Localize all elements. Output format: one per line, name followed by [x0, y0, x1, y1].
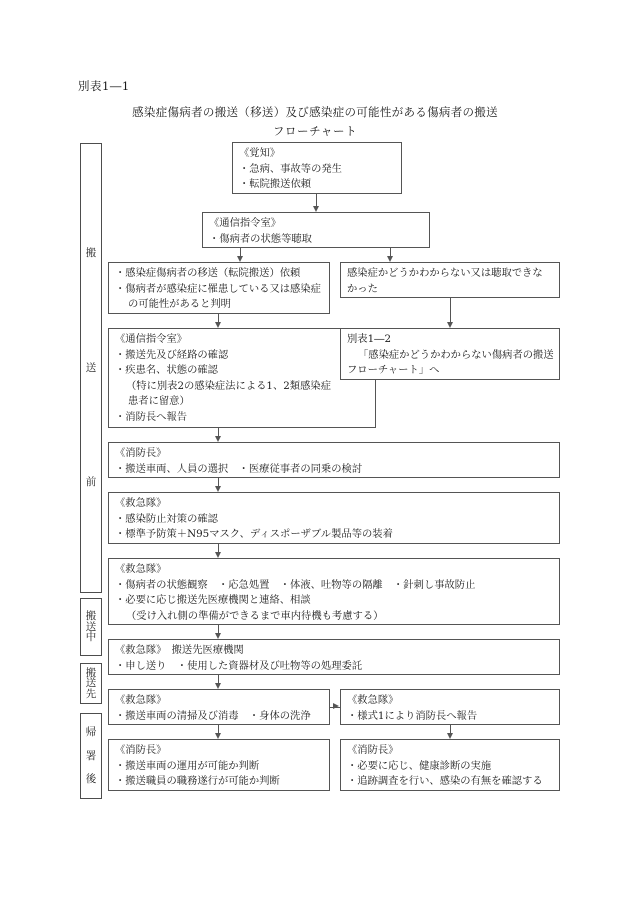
box-line: ・傷病者が感染症に罹患している又は感染症	[115, 282, 321, 295]
box-line: ・消防長へ報告	[115, 410, 188, 423]
box-line: ・搬送車両、人員の選択 ・医療従事者の同乗の検討	[115, 462, 363, 475]
box-line: 《覚知》	[239, 147, 281, 159]
box-line: 《通信指令室》	[115, 333, 188, 345]
box-line: （受け入れ側の準備ができるまで車内待機も考慮する）	[126, 609, 384, 622]
phase-char: 搬	[85, 610, 97, 623]
box-line: 《救急隊》	[115, 563, 167, 575]
box-ambulance-report	[340, 689, 560, 725]
phase-char: 先	[85, 687, 97, 700]
box-ambulance-preparation	[108, 492, 560, 544]
connector-line	[450, 298, 451, 323]
box-ambulance-in-transit	[108, 558, 560, 625]
box-line: ・急病、事故等の発生	[239, 162, 342, 175]
box-line: ・搬送職員の職務遂行が可能か判断	[115, 775, 280, 787]
box-line: の可能性があると判明	[128, 298, 231, 310]
box-line: ・搬送先及び経路の確認	[115, 348, 229, 361]
phase-char: 後	[85, 773, 97, 786]
box-line: 患者に留意）	[128, 395, 190, 407]
box-line: 《消防長》	[347, 744, 399, 756]
box-line: ・感染防止対策の確認	[115, 512, 218, 525]
phase-bar-during-transport	[80, 598, 102, 656]
box-line: （特に別表2の感染症法による1、2類感染症	[126, 379, 331, 392]
box-infection-identified	[108, 262, 330, 314]
phase-char: 帰	[85, 726, 97, 739]
box-line: 《消防長》	[115, 447, 167, 459]
box-ambulance-cleanup	[108, 689, 330, 725]
box-line: かった	[347, 282, 378, 295]
box-line: 感染症かどうかわからない又は聴取できな	[347, 267, 543, 279]
phase-bar-before-transport	[80, 143, 102, 593]
box-dispatch-room-1	[202, 212, 430, 248]
box-line: ・追跡調査を行い、感染の有無を確認する	[347, 775, 543, 787]
box-line: 《消防長》	[115, 744, 167, 756]
box-line: ・様式1により消防長へ報告	[347, 709, 478, 722]
box-line: ・疾患名、状態の確認	[115, 364, 218, 376]
box-reference-table-1-2[interactable]	[340, 328, 560, 380]
phase-bar-after-return	[80, 713, 102, 799]
phase-char: 送	[85, 620, 97, 633]
phase-char: 搬	[85, 247, 97, 260]
box-line: 「感染症かどうかわからない傷病者の搬送	[358, 348, 554, 361]
box-line: 《救急隊》	[347, 694, 399, 706]
box-line: ・必要に応じ搬送先医療機関と連絡、相談	[115, 594, 311, 606]
box-line: 《救急隊》 搬送先医療機関	[115, 644, 244, 656]
phase-char: 中	[85, 631, 97, 644]
document-label: 別表1―1	[78, 79, 130, 93]
box-line: 別表1―2	[347, 333, 391, 345]
box-line: ・感染症傷病者の移送（転院搬送）依頼	[115, 267, 301, 279]
box-dispatch-room-2	[108, 328, 376, 428]
page-title-line2: フローチャート	[272, 124, 358, 138]
phase-char: 署	[85, 749, 97, 762]
phase-bar-destination	[80, 663, 102, 704]
box-ambulance-at-destination	[108, 639, 560, 675]
box-fire-chief-health-check	[340, 739, 560, 791]
box-line: 《通信指令室》	[209, 217, 282, 229]
phase-char: 送	[85, 361, 97, 374]
box-line: ・転院搬送依頼	[239, 178, 312, 190]
box-infection-unknown	[340, 262, 560, 298]
box-line: 《救急隊》	[115, 694, 167, 706]
phase-char: 搬	[85, 666, 97, 679]
box-fire-chief-selection	[108, 442, 560, 478]
box-line: ・傷病者の状態観察 ・応急処置 ・体液、吐物等の隔離 ・針刺し事故防止	[115, 578, 476, 591]
connector-arrow	[333, 703, 339, 709]
box-line: ・傷病者の状態等聴取	[209, 232, 312, 245]
box-line: ・搬送車両の運用が可能か判断	[115, 759, 260, 772]
phase-char: 送	[85, 677, 97, 690]
box-line: ・標準予防策＋N95マスク、ディスポーザブル製品等の装着	[115, 528, 393, 540]
box-line: ・申し送り ・使用した資器材及び吐物等の処理委託	[115, 659, 363, 672]
phase-char: 前	[85, 476, 97, 489]
box-fire-chief-judgement	[108, 739, 330, 791]
box-line: ・搬送車両の清掃及び消毒 ・身体の洗浄	[115, 709, 311, 722]
box-awareness	[232, 142, 402, 194]
box-line: 《救急隊》	[115, 497, 167, 509]
box-line: ・必要に応じ、健康診断の実施	[347, 759, 492, 772]
page-title-line1: 感染症傷病者の搬送（移送）及び感染症の可能性がある傷病者の搬送	[132, 105, 498, 119]
box-line: フローチャート」へ	[347, 364, 440, 376]
